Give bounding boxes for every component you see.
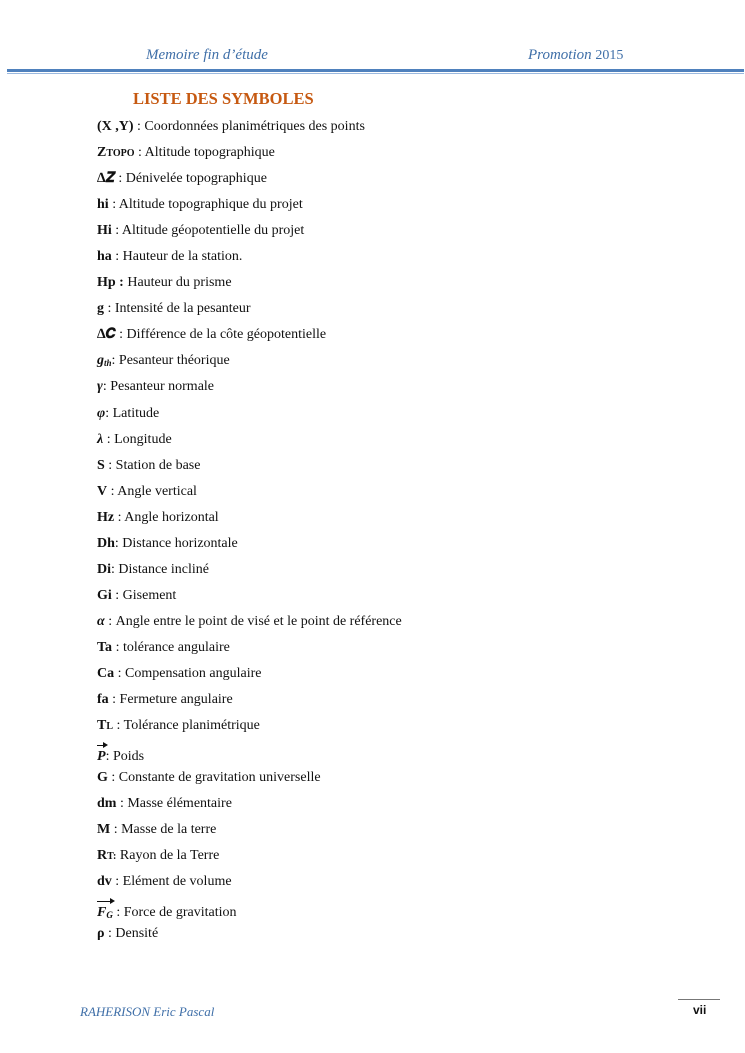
symbol-list [97,117,402,951]
symbol-description: : Angle horizontal [114,509,219,525]
symbol-description: : Dénivelée topographique [114,171,267,187]
symbol-row [97,117,402,143]
symbol: φ [97,405,106,421]
vector-symbol [97,898,113,923]
symbol-description: : Densité [104,926,159,942]
symbol-row [97,872,402,898]
symbol-row [97,430,402,456]
symbol-description: : Force de gravitation [112,905,237,921]
symbol: ∆𝑪 [97,327,116,343]
symbol-description: : Altitude topographique [134,145,275,161]
symbol: V [97,483,108,499]
symbol-description: : Altitude topographique du projet [108,197,303,213]
symbol: (X ,Y) [97,119,134,134]
page-title: LISTE DES SYMBOLES [133,89,314,108]
symbol-description: : Tolérance planimétrique [113,718,260,734]
symbol-description: Hauteur du prisme [123,275,232,291]
symbol: dm [97,796,117,812]
symbol: ∆𝒁 [97,171,115,187]
symbol: g [97,301,104,317]
header-promotion-year: 2015 [595,48,624,63]
symbol-row [97,664,402,690]
symbol-description: : Altitude géopotentielle du projet [111,223,305,239]
symbol-row [97,898,402,924]
symbol-row [97,716,402,742]
symbol-description: : Pesanteur normale [102,379,215,395]
symbol-description: : Distance horizontale [114,535,238,551]
symbol: γ [97,379,103,395]
symbol-row [97,638,402,664]
symbol-row [97,846,402,872]
symbol: Hz [97,509,115,525]
symbol-row [97,195,402,221]
symbol-row [97,742,402,768]
symbol-description: : Elément de volume [111,874,232,890]
symbol-row [97,351,402,377]
symbol: g [97,353,104,369]
symbol: F [97,905,107,921]
footer-rule [678,999,720,1000]
symbol-row [97,456,402,482]
symbol-row [97,924,402,950]
symbol: hi [97,197,109,213]
symbol-row [97,820,402,846]
symbol-row [97,299,402,325]
symbol-description: : Angle entre le point de visé et le point de référence [104,613,402,629]
header-promotion-word: Promotion [528,47,592,63]
symbol-row [97,534,402,560]
symbol: Dh [97,535,115,551]
symbol: M [97,822,111,838]
symbol-row [97,143,402,169]
symbol: Hi [97,223,112,239]
symbol: dv [97,874,112,890]
symbol-description: : Hauteur de la station. [111,249,243,265]
symbol: T [97,718,107,734]
symbol: R [97,848,108,864]
symbol-row [97,404,402,430]
symbol: fa [97,692,109,708]
symbol: ha [97,249,112,265]
symbol-row [97,794,402,820]
symbol-row [97,169,402,195]
symbol-row [97,612,402,638]
symbol-description: : Latitude [105,405,160,421]
symbol: Ca [97,665,115,681]
symbol-description: : Compensation angulaire [114,665,262,681]
symbol-description: : Gisement [111,587,177,603]
symbol-subscript: th [104,358,112,369]
symbol-description: : Différence de la côte géopotentielle [115,327,327,343]
symbol-description: : Angle vertical [107,483,197,499]
symbol-row [97,586,402,612]
symbol-description: Rayon de la Terre [116,848,220,864]
symbol-row [97,325,402,351]
symbol-row [97,273,402,299]
symbol: α [97,613,105,629]
symbol: P [97,749,106,765]
symbol-description: : tolérance angulaire [112,639,230,655]
symbol: S [97,457,105,473]
symbol-description: : Distance incliné [111,561,209,577]
symbol-row [97,247,402,273]
header-rule [7,69,744,72]
symbol: Di [97,561,111,577]
symbol-row [97,768,402,794]
symbol-description: : Masse élémentaire [116,796,232,812]
symbol-row [97,482,402,508]
vector-symbol [97,742,106,767]
symbol-description: : Poids [105,749,145,765]
symbol-description: : Longitude [103,431,172,447]
symbol: ρ [97,926,105,942]
symbol-description: : Constante de gravitation universelle [107,770,321,786]
symbol-subscript: TOPO [106,148,135,160]
symbol: Gi [97,587,112,603]
symbol-row [97,560,402,586]
symbol-description: : Pesanteur théorique [111,353,230,369]
symbol: Z [97,145,107,161]
symbol-subscript: T: [107,851,117,863]
header-rule-thin [7,73,744,74]
symbol: λ [97,431,104,447]
symbol-row [97,690,402,716]
symbol-subscript: L [106,721,114,733]
symbol: Hp : [97,275,124,291]
symbol-description: : Station de base [104,457,201,473]
footer-author: RAHERISON Eric Pascal [80,1004,215,1019]
symbol-row [97,221,402,247]
symbol-description: : Coordonnées planimétriques des points [133,119,365,134]
symbol-description: : Fermeture angulaire [108,692,233,708]
header-document-title: Memoire fin d’étude [146,47,268,63]
symbol: G [97,770,108,786]
header-promotion [528,47,623,64]
symbol-row [97,377,402,403]
symbol-description: : Intensité de la pesanteur [104,301,251,317]
symbol-description: : Masse de la terre [110,822,217,838]
page-number: vii [693,1003,707,1017]
symbol-row [97,508,402,534]
symbol: Ta [97,639,113,655]
symbol-subscript: G [106,910,113,921]
